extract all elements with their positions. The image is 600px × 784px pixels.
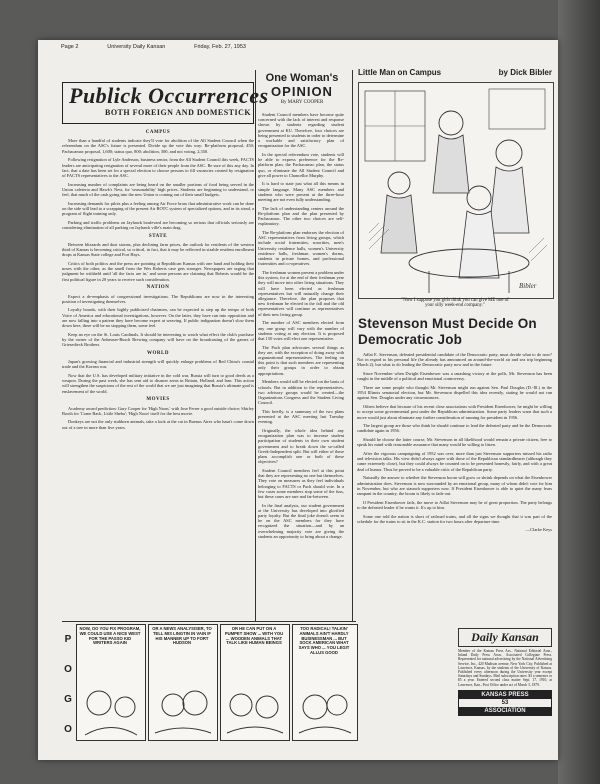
cartoon-caption [360, 298, 550, 309]
column-rule [352, 70, 353, 622]
paper-name: University Daily Kansan [107, 44, 166, 50]
article-paragraph: This briefly, is a summary of the two plans presented at the ASC meeting last Tuesday evening. [258, 408, 344, 425]
publick-occurrences-header [62, 82, 269, 124]
pogo-letter: O [64, 723, 72, 735]
article-paragraph: Naturally the answer to whether the Stevenson boom will grow or shrink depends on what the Eisenhower administration does. Stevenson is now surrounded by an emotional group, many of whom didn't vote for him in November, but who are staunch supporters now. If President Eisenhower is able to quiet the many fears rampant in the country, the boom is likely to fade out. [357, 475, 552, 496]
article-paragraph: Keep an eye on the St. Louis Cardinals. It should be interesting to watch what effect the club's purchase by the owner of the Anheuser-Busch Brewing company will have on the broadcasting of the games of Griesedieck Brothers. [62, 331, 254, 348]
pogo-letter: P [64, 633, 72, 645]
masthead-info: Member of the Kansas Press Ass., National Editorial Assn., Inland Daily Press Assn., Associated Collegiate Press. Represented for national advertising by the National Advertising Service, Inc., 420 Madison avenue, New York City. Published at Lawrence, Kansas, by the students of the University of Kansas. Published every afternoon during the University year except Saturdays and Sundays. Mail subscription rates: $3 a semester or $5 a year. Entered second class matter Sept. 17, 1910, at Lawrence, Kan., Post Office under act of March 3, 1879. [458, 649, 552, 687]
article-paragraph: Some one told the nation is short of railroad trains, and all the signs we thought that it was part of the schedule for the trains to sit in the K.C. station for two hours after departure time. [357, 513, 552, 524]
article-paragraph: Now that the U.S. has developed military initiative in the cold war, Russia will turn to good deeds as a weapon. During the past week, she has sent aid to disaster areas in Britain, Holland, and Iran. This action will strengthen the suspicions of the rest of the world that we are just imagining that Russia's ultimate goal is enslavement of the world. [62, 373, 254, 394]
article-paragraph: More than a handful of students indicate they'll vote for abolition of the All Student Council when the referendum on the ASC's future is presented. Divide up the vote this way: Re-platform proposal, 450; Pachacamac proposal, 1,600; status quo, 800; abolition, 300, and not voting, 2,350. [62, 138, 254, 154]
article-paragraph: The freshman women present a problem under this system, for at the end of their freshman year they will move into other living situations. They will have been elected as freshman representatives but will naturally change their allegiance. Therefore, the plan proposes that new freshman be elected in the fall and the old representatives will continue as representatives of their new living group. [258, 269, 344, 317]
article-paragraph: In the final analysis, our student government at the University has developed into glorified party loyalty. But the final joke doesn't seem to be on the ASC members for they have recognized the situation—and by an overwhelming majority vote are giving the students an opportunity to bring about a change. [258, 502, 344, 539]
opinion-column [258, 112, 344, 543]
publick-title: Publick Occurrences [69, 83, 269, 108]
article-paragraph: Loyalty boards, with their highly publicized chairmen, can be expected to step up the tempo of both Voice of America and educational investigations, however. On the latter, they have run into opposition and are now falling into a pattern they have become expert at weaving. If public indignation doesn't slow them down here, there will be no stopping them, some feel. [62, 307, 254, 329]
pogo-vertical-title [62, 624, 74, 744]
pogo-comic-strip [62, 624, 356, 744]
pogo-letter: O [64, 663, 72, 675]
pogo-panel [220, 624, 290, 741]
article-paragraph: There are some people who thought Mr. Stevenson might run against Sen. Paul Douglas (D.-Ill.) in the 1954 Illinois senatorial election, but Mr. Stevenson dispelled this idea recently, stating he would not run against Sen. Douglas under any circumstances. [357, 385, 552, 401]
article-paragraph: If President Eisenhower fails, the move to Adlai Stevenson may be of great proportion. The party belongs to the defeated leader if he wants it. It's up to him. [357, 499, 552, 510]
article-paragraph: Others believe that because of his recent close associations with President Eisenhower, he might be willing to accept some governmental post under the Republican administration. Some party leaders warn that such a move would just about eliminate any further consideration of running for president in 1956. [357, 404, 552, 420]
article-paragraph: The Re-platform plan endorses the election of ASC representatives from living groups, which include social fraternities, sororities, men's University residence halls, women's University residence halls, freshman women's dorms, students in private homes, and professional fraternities and co-operatives. [258, 230, 344, 267]
press-association-badge [458, 690, 552, 716]
opinion-header [259, 72, 345, 105]
comic-rule [62, 621, 356, 622]
opinion-line2: OPINION [271, 84, 333, 99]
opinion-byline: By MARY COOPER [280, 100, 324, 105]
cartoon-drawing [359, 83, 553, 298]
page-number: Page 2 [61, 44, 79, 50]
page-edge-shadow [558, 0, 600, 784]
article-paragraph: Increasing demands for pilots plus a feeling among Air Force brass that administrative work can be done on the side will lead to a scrapping of the present Air ROTC system of specialized options, and in its stead, a program of flight training only. [62, 200, 254, 217]
article-paragraph: Between blizzards and dust storms, plus declining farm prices, the outlook for residents of the western third of Kansas is becoming critical, so critical, in fact, that it may be reflected in sizable resident enrollment drops at Kansas State college and Fort Hays. [62, 241, 254, 258]
publick-subtitle: BOTH FOREIGN AND DOMESTICK [105, 108, 252, 117]
article-paragraph: Donkeys are not the only stubborn animals, take a look at the cat in Buenos Aires who hasn't come down out of a tree in more than five years. [62, 419, 254, 430]
opinion-line1: One Woman's [265, 72, 339, 84]
article-paragraph: Should he choose the latter course, Mr. Stevenson in all likelihood would remain a private citizen, free to speak his mind with reasonable assurance that many would be willing to listen. [357, 437, 552, 448]
article-paragraph: Expect a de-emphasis of congressional investigations. The Republicans are now in the interesting position of investigating themselves. [62, 293, 254, 304]
speech-bubble: NOW, OO YOU FIX PROGRAM, WE COULD USE A NICE WEST FOR THE PASSO KID WRITERS AGAIN [79, 626, 141, 646]
article-paragraph: Members would still be elected on the basis of schools. But in addition to the representatives, two advisory groups would be created—the Organizations Congress and the Student Living Council. [258, 379, 344, 406]
article-paragraph: Originally, the whole idea behind any reorganization plan was to increase student participation of students in their own student government and to break down the so-called Greek-Independent split. But will either of these plans accomplish one or both of these objectives? [258, 427, 344, 465]
section-heading: NATION [146, 285, 170, 291]
pogo-panel [148, 624, 218, 741]
speech-bubble: TOO RADICAL! TALKIN' ANIMALS AIN'T HARDLY BUSINESSMAN ... BUT SOCK AMERICAN WHAT SAYS WHO ... YOU LEGIT ALLUS GOOD [298, 626, 350, 655]
badge-line2: ASSOCIATION [459, 707, 551, 715]
article-paragraph: The Pach plan advocates several things as they are, with the exception of doing away with organizational representatives. The feeling on this point is that such members are representing only their groups in order to obtain appropriations. [258, 344, 344, 376]
section-heading: CAMPUS [145, 130, 171, 135]
pogo-panel [292, 624, 358, 741]
daily-kansan-masthead [458, 628, 552, 716]
svg-text:Bibler: Bibler [519, 282, 537, 290]
pogo-panel [76, 624, 146, 741]
editorial-headline: Stevenson Must Decide On Democratic Job [358, 316, 537, 347]
stevenson-editorial [357, 352, 552, 533]
article-paragraph: Critics of both politics and the press are pointing at Republican Kansas with one hand and holding their noses with the other, as the smell from the Wes Roberts case gets stronger. Newspapers are urging that judgment be withheld until 'all the facts are in,' and some persons are claiming that Roberts would be the first political figure in 20 years to receive such consideration. [62, 261, 254, 282]
cartoon-author: by Dick Bibler [498, 68, 552, 77]
article-paragraph: Following resignation of Lyle Anderson, business senior, from the All Student Council this week, FACTS leaders are anticipating resignation of several more of their people from the ASC. Be sure of this any day. In fact, that a date has been set for a special election to choose persons to fill vacancies created by resignation of FACTS representatives to the ASC. [62, 157, 254, 178]
section-heading: STATE [148, 233, 168, 239]
article-paragraph: Academy award prediction: Gary Cooper for 'High Noon,' with Jose Ferrer a good outside choice; Shirley Booth for 'Come Back, Little Sheba'; 'High Noon' itself for the best movie. [62, 405, 254, 416]
issue-date: Friday, Feb. 27, 1953 [194, 44, 246, 50]
article-paragraph: Since November when Dwight Eisenhower was a smashing victory at the polls, Mr. Stevenson has been caught in the middle of a political and emotional controversy. [357, 371, 552, 382]
editorial-signature: —Clarke Keys [525, 527, 552, 533]
pogo-letter: G [64, 693, 72, 705]
article-paragraph: Student Council members feel at this point that they are representing no one but themselves. They vote on measures as they feel individuals belonging to FACTS or Pach should vote. In a few cases some members stop some of the fuss, but these cases are rare and far-between. [258, 467, 344, 499]
column-rule [255, 70, 256, 622]
article-paragraph: Increasing number of complaints are being heard on the smaller portions of food being served in the Union cafeteria and Hawk's Nest, for 'seasonability' high prices. Students are beginning to understand, or feel, that much of the cash going into the new Union is coming out of their small budgets. [62, 181, 254, 198]
section-heading: WORLD [147, 350, 169, 356]
speech-bubble: OR HE CAN PUT ON A PUMPET SHOW ... WITH YOU ... WOODEN ANIMALS THAT TALK LIKE HUMAN BEINGS [224, 626, 284, 646]
cartoon-header [358, 68, 552, 77]
article-paragraph: Student Council members have become quite concerned with the lack of interest and response shown by students regarding student government at KU. Therefore, four choices are being presented to students in order to determine a workable and satisfactory plan of reorganization for the ASC. [258, 112, 344, 149]
article-paragraph: In the special referendum vote, students will be able to express preference for the Re-platform plan, the Pachacamac plan, the status quo, or eliminate the All Student Council and give all power to Chancellor Murphy. [258, 151, 344, 178]
badge-line3: 53 [501, 699, 509, 706]
section-heading: MOVIES [146, 397, 170, 403]
folio-line [61, 44, 246, 50]
article-paragraph: The number of ASC members elected from any one group will vary with the number of students voting at any election. It is proposed that 150 votes will elect one representative. [258, 320, 344, 341]
article-paragraph: The largest group are those who think he should continue to lead the defeated party and be the Democratic candidate again in 1956. [357, 423, 552, 434]
cartoon-title: Little Man on Campus [358, 68, 442, 77]
publick-occurrences-column [62, 127, 254, 433]
article-paragraph: Japan's growing financial and industrial strength will quickly enlarge problems of Red China's coastal trade and the Korean war. [62, 359, 254, 370]
article-paragraph: Adlai E. Stevenson, defeated presidential candidate of the Democratic party, must decide what to do now? Not in regard to his personal life (he already has announced an around-the-world air and sea trip beginning March 2), but what to do leading the Democratic party now and in the future. [357, 352, 552, 368]
article-paragraph: Parking and traffic problems on Jayhawk boulevard are becoming so serious that officials seriously are considering elimination of all parking on Jayhawk ville's main drag. [62, 219, 254, 231]
article-paragraph: The lack of understanding centers around the Re-platform plan and the plan presented by Pachacamac. The other two choices are self-explanatory. [258, 205, 344, 227]
caption-line: your silly week-end company." [425, 303, 485, 309]
badge-line1: KANSAS PRESS [459, 691, 551, 699]
article-paragraph: After the vigorous campaigning of 1952 was over, more than just Stevenson supporters missed his radio and television talks. His view didn't always agree with those of the Republican standardbearer (although they came extremely close), but they could always be counted on to be presented honestly, fairly, and with a great deal of humor. Thus he proved to be a valuable critic of the Republican party. [357, 451, 552, 472]
little-man-on-campus-cartoon [358, 82, 554, 299]
masthead-name: Daily Kansan [458, 628, 552, 647]
speech-bubble: OR A NEWS ANALYSISER, TO TELL MIS LINGTIN IN VAIN IF HIS MANNER UP TO FORT HUDSON [152, 626, 212, 646]
caption-line: "Now I suppose you girls think you can give ME one of [401, 298, 509, 303]
article-paragraph: It is hard to state just what all this means in simple language. Many ASC members and students who were present at the three-hour meeting are not even fully understanding. [258, 181, 344, 203]
